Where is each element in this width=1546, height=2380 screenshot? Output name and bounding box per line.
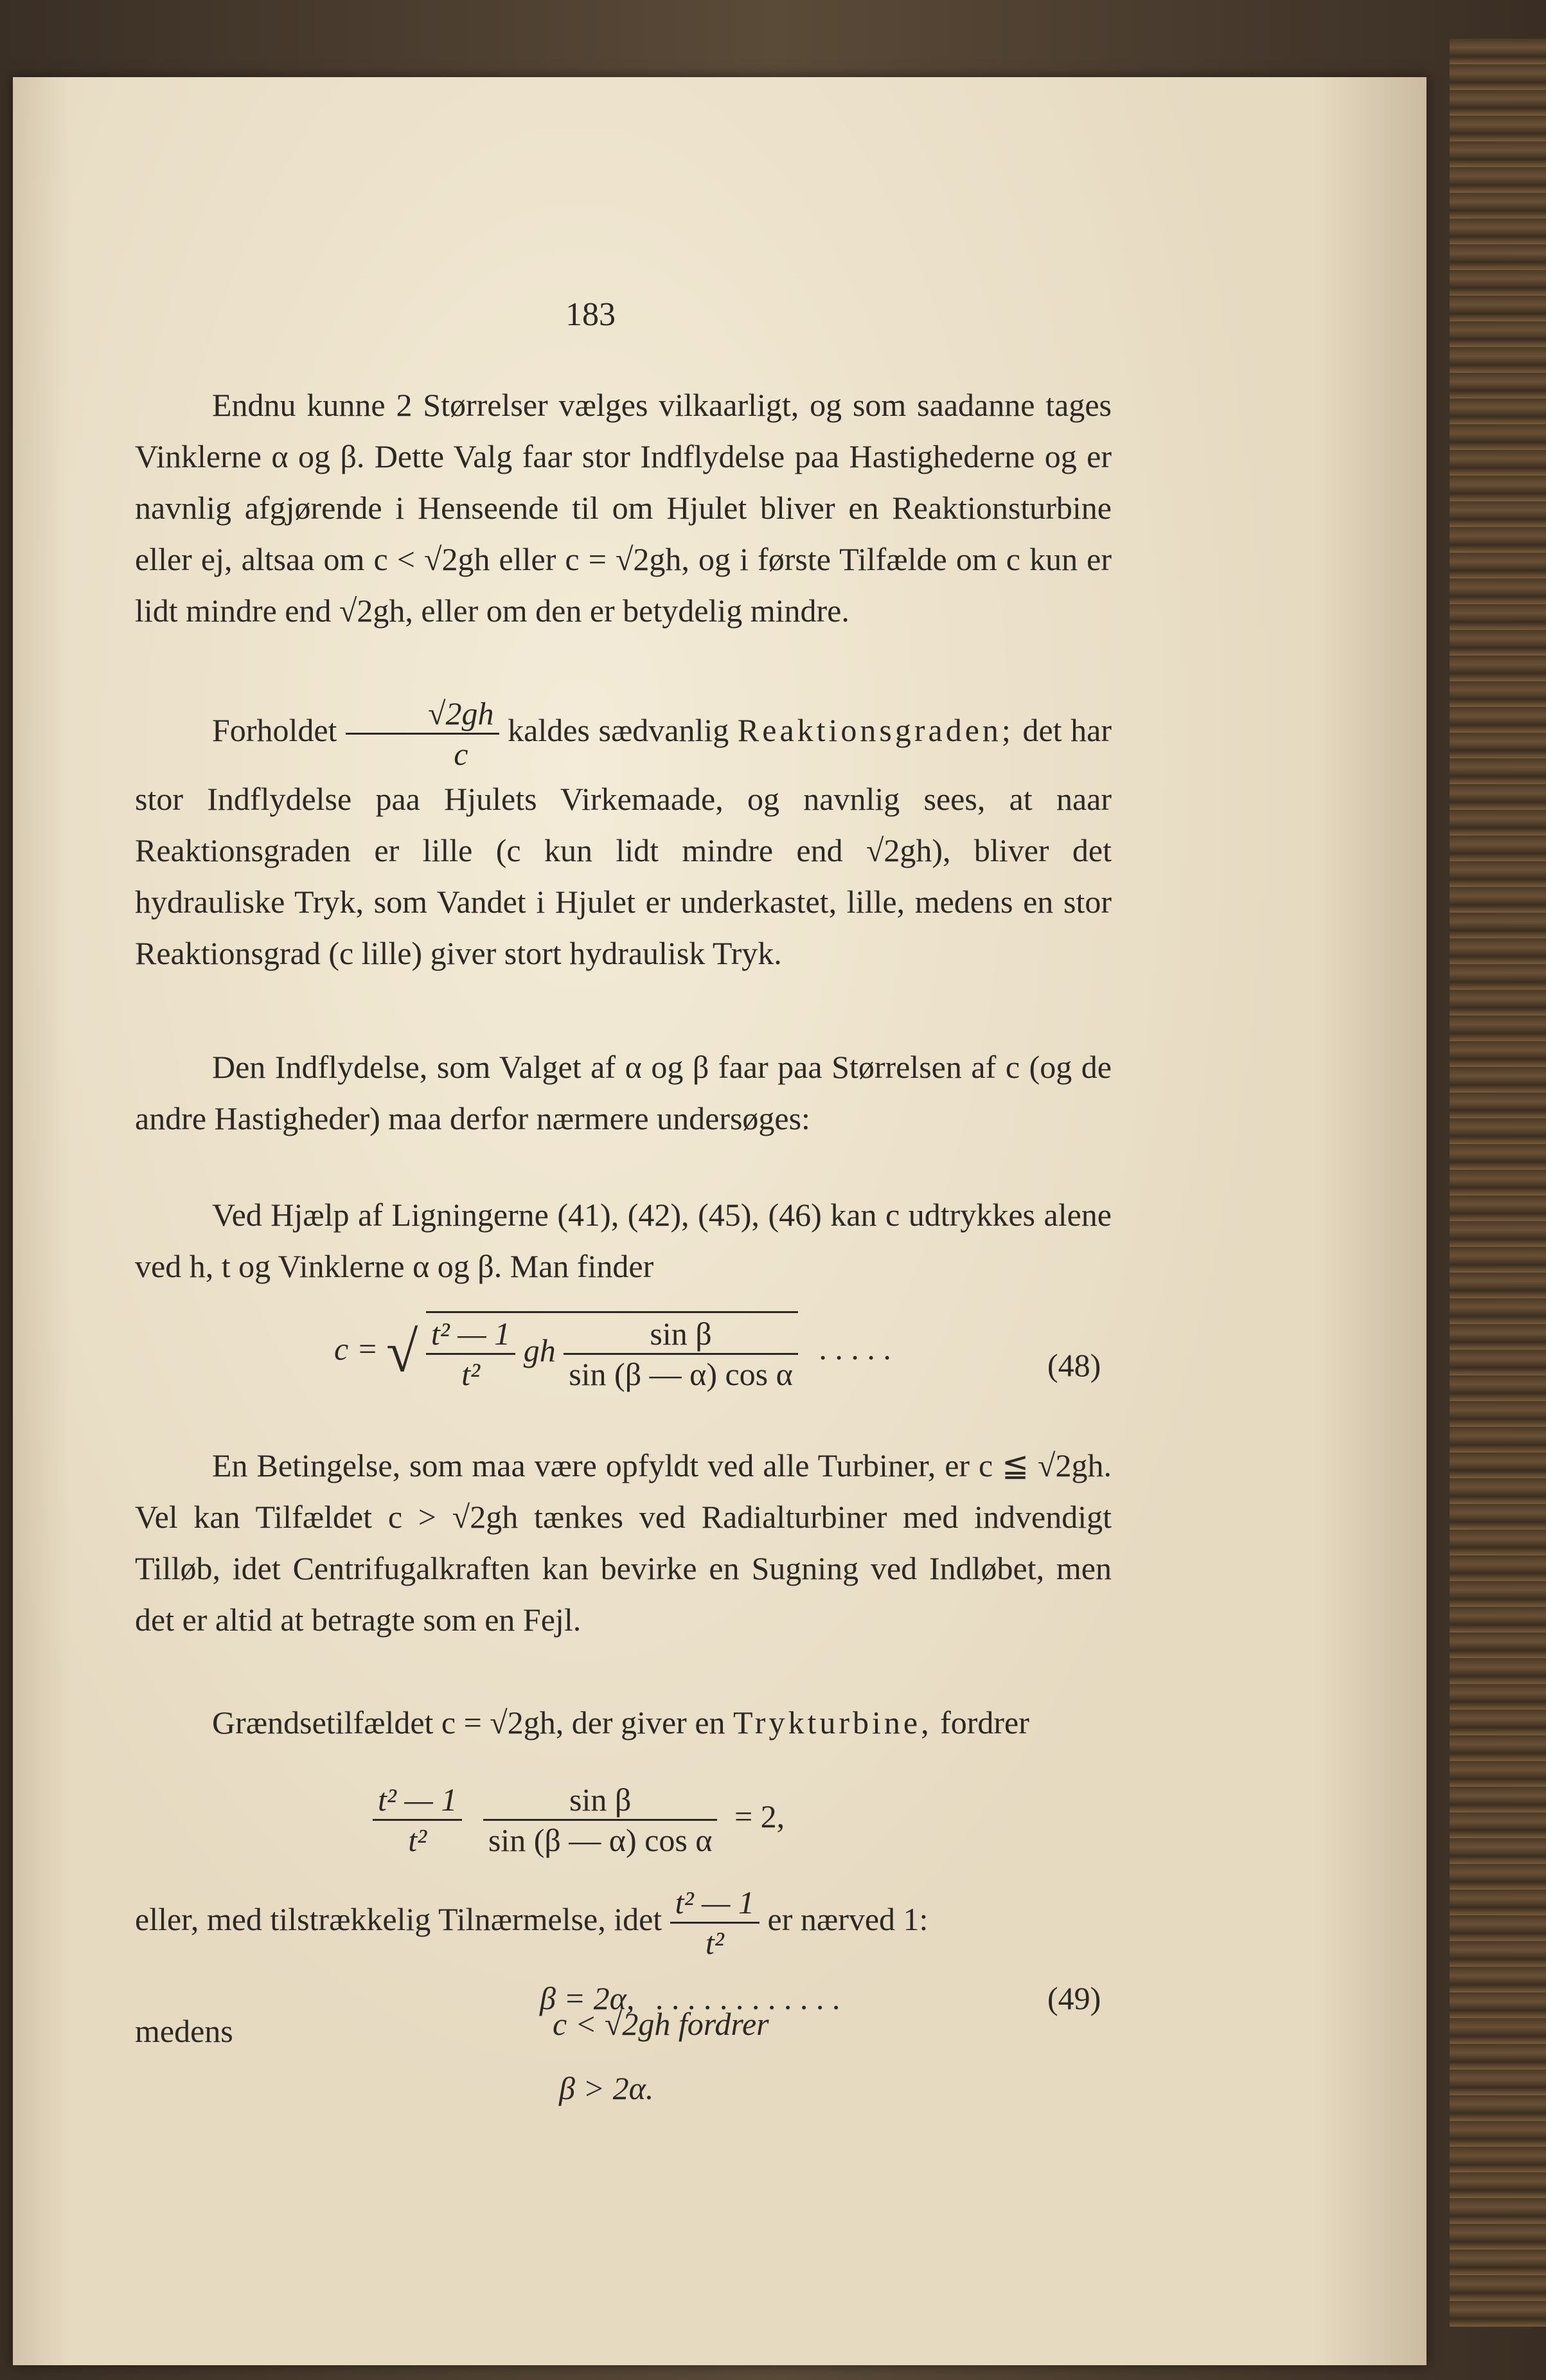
eq49-expr: β = 2α,	[540, 1980, 635, 2016]
paragraph-2-after: kaldes sædvanlig	[508, 711, 729, 748]
cond-rhs: = 2,	[734, 1798, 785, 1834]
equation-beta-greater	[559, 2070, 653, 2107]
cond-frac-2	[483, 1780, 718, 1859]
paragraph-4-text: Ved Hjælp af Ligningerne (41), (42), (45), (46) kan c udtrykkes alene ved h, t og Vinklerne α og β. Man finder	[135, 1197, 1112, 1284]
sqrt-body	[426, 1311, 798, 1393]
paragraph-6	[135, 1697, 1112, 1748]
eq-c-less-text: c < √2gh fordrer	[553, 2006, 769, 2042]
cond-frac1-num: t² — 1	[373, 1780, 462, 1821]
reaction-degree-fraction	[346, 694, 499, 773]
term-reaktionsgraden: Reaktionsgraden;	[737, 711, 1014, 748]
fraction-numerator: √2gh	[346, 694, 499, 735]
approx-lead: eller, med tilstrækkelig Tilnærmelse, idet	[135, 1901, 662, 1937]
eq48-frac1-den: t²	[461, 1356, 480, 1392]
equation-49-number: (49)	[1047, 1980, 1101, 2016]
eq48-dots: . . . . .	[819, 1330, 891, 1367]
term-trykturbine: Trykturbine,	[733, 1704, 932, 1740]
eq48-gh: gh	[523, 1332, 556, 1368]
paragraph-2-text	[135, 694, 1112, 979]
paragraph-3-text: Den Indflydelse, som Valget af α og β faar paa Størrelsen af c (og de andre Hastigheder) maa derfor nærmere undersøges:	[135, 1049, 1112, 1136]
approx-line	[135, 1883, 1137, 1962]
paragraph-2-lead: Forholdet	[212, 711, 337, 748]
eq48-frac2-num: sin β	[564, 1314, 798, 1355]
paragraph-6-text	[135, 1697, 1112, 1748]
cond-frac2-den: sin (β — α) cos α	[488, 1822, 713, 1858]
eq48-frac1-num: t² — 1	[426, 1314, 515, 1355]
medens-text: medens	[135, 2013, 233, 2049]
paragraph-2	[135, 694, 1112, 979]
book-page	[13, 77, 1426, 2365]
sqrt-sign: √	[386, 1320, 418, 1384]
page-number: 183	[565, 296, 616, 333]
equation-condition	[373, 1780, 785, 1859]
medens-word	[135, 2005, 233, 2057]
paragraph-1	[135, 379, 1112, 636]
eq-beta-greater-text: β > 2α.	[559, 2070, 654, 2106]
paragraph-5-text: En Betingelse, som maa være opfyldt ved alle Turbiner, er c ≦ √2gh. Vel kan Tilfældet c > √2gh tænkes ved Radialturbiner med indvendigt Tilløb, idet Centrifugalkraften kan bevirke en Sugning ved Indløbet, men det er altid at betragte som en Fejl.	[135, 1447, 1112, 1638]
equation-48	[334, 1311, 891, 1393]
equation-c-less	[553, 2005, 769, 2043]
approx-frac-den: t²	[705, 1925, 724, 1961]
approx-rest: er nærved 1:	[767, 1901, 928, 1937]
book-page-edges	[1450, 39, 1546, 2327]
fraction-denominator: c	[454, 736, 468, 772]
paragraph-6-rest: fordrer	[940, 1704, 1029, 1740]
equation-48-number: (48)	[1047, 1347, 1101, 1383]
eq48-frac-1	[426, 1314, 515, 1393]
eq48-lhs: c =	[334, 1330, 378, 1367]
paragraph-4	[135, 1189, 1112, 1292]
paragraph-1-text: Endnu kunne 2 Størrelser vælges vilkaarligt, og som saadanne tages Vinklerne α og β. Dette Valg faar stor Indflydelse paa Hastighederne og er navnlig afgjørende i Henseende til om Hjulet bliver en Reaktionsturbine eller ej, altsaa om c < √2gh eller c = √2gh, og i første Tilfælde om c kun er lidt mindre end √2gh, eller om den er betydelig mindre.	[135, 387, 1112, 629]
eq48-frac-2	[564, 1314, 798, 1393]
paragraph-6-lead: Grændsetilfældet c = √2gh, der giver en	[212, 1704, 725, 1740]
approx-frac-num: t² — 1	[670, 1883, 760, 1924]
paragraph-2-rest: det har stor Indflydelse paa Hjulets Virkemaade, og navnlig sees, at naar Reaktionsgraden er lille (c kun lidt mindre end √2gh), bliver det hydrauliske Tryk, som Vandet i Hjulet er underkastet, lille, medens en stor Reaktionsgrad (c lille) giver stort hydraulisk Tryk.	[135, 711, 1112, 971]
eq48-frac2-den: sin (β — α) cos α	[569, 1356, 793, 1392]
cond-frac-1	[373, 1780, 462, 1859]
paragraph-5	[135, 1440, 1112, 1645]
eq49-dots: . . . . . . . . . . . .	[655, 1980, 840, 2016]
cond-frac2-num: sin β	[483, 1780, 718, 1821]
paragraph-3	[135, 1041, 1112, 1144]
cond-frac1-den: t²	[408, 1822, 427, 1858]
approx-frac	[670, 1883, 760, 1962]
